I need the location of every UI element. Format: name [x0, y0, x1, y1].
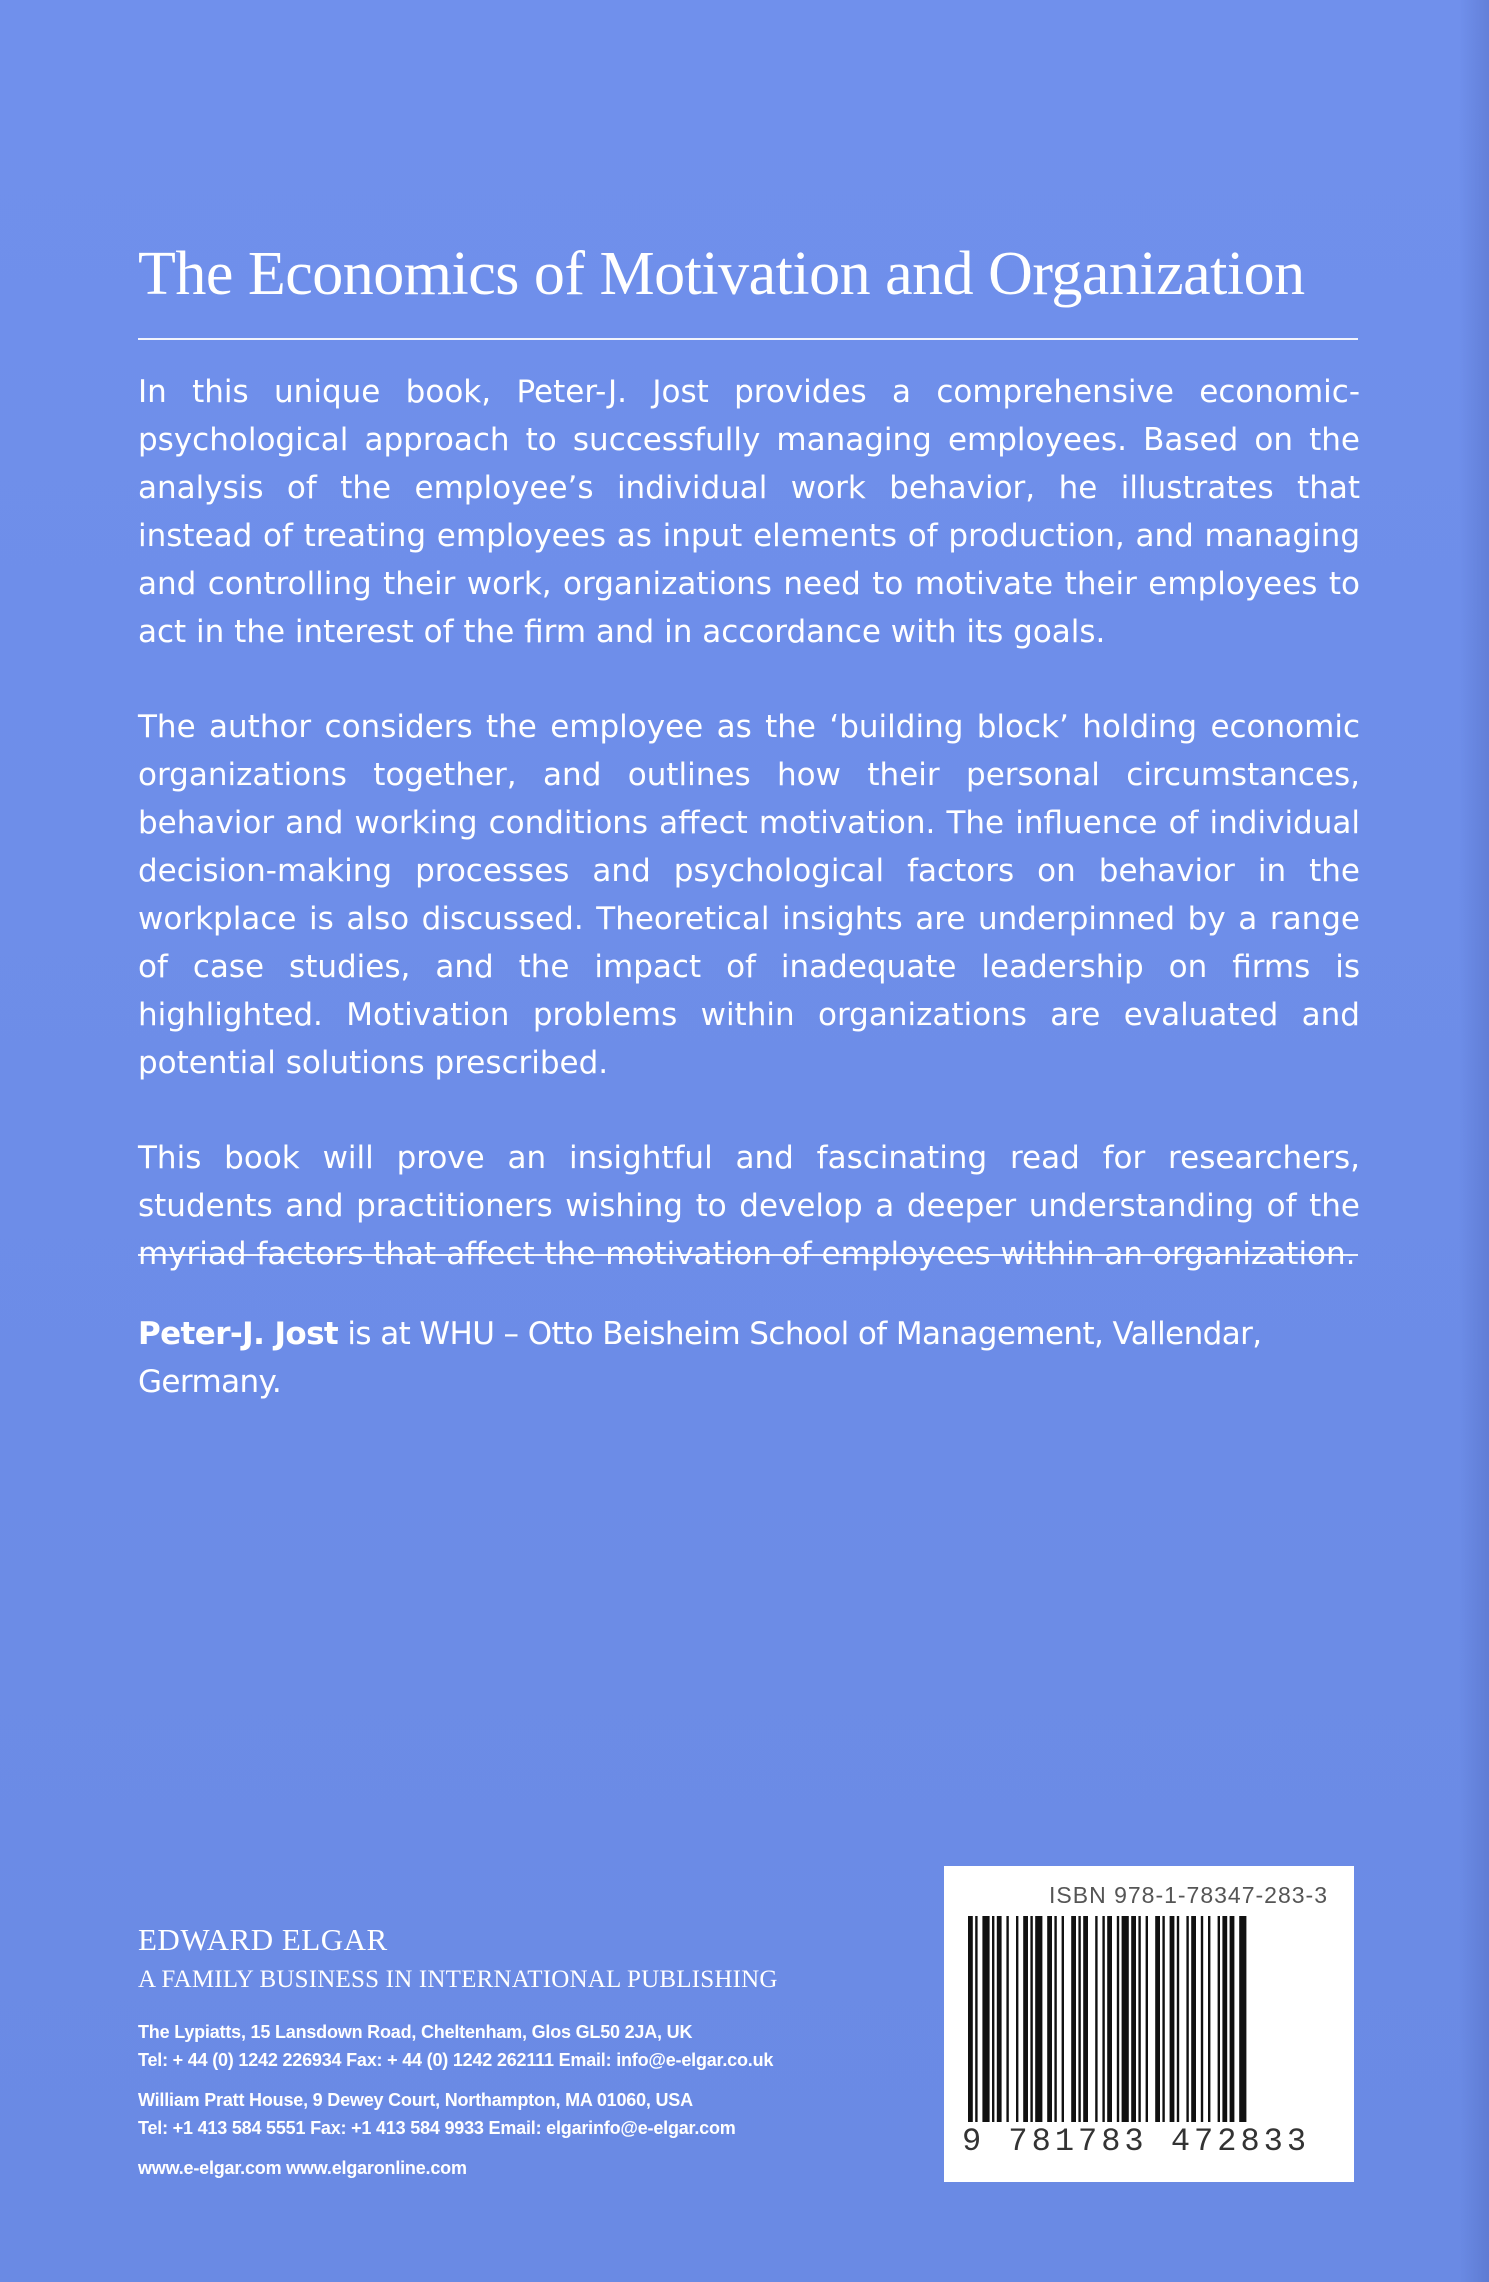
- description-paragraph: In this unique book, Peter-J. Jost provides a comprehensive economic-psychological approach to successfully managing employees. Based on the analysis of the employee’s individual work behavior, he illustrates that instead of treating employees as input elements of production, and managing and controlling their work, organizations need to motivate their employees to act in the interest of the firm and in accordance with its goals.: [138, 374, 1360, 650]
- author-affiliation: is at WHU – Otto Beisheim School of Management, Vallendar, Germany.: [138, 1316, 1262, 1400]
- barcode-panel: [944, 1866, 1354, 2182]
- publisher-block: [138, 1920, 938, 2182]
- author-bio: [138, 1310, 1378, 1406]
- barcode-image: [962, 1916, 1336, 2122]
- uk-address: The Lypiatts, 15 Lansdown Road, Cheltenham, Glos GL50 2JA, UK: [138, 2022, 693, 2042]
- publisher-websites: www.e-elgar.com www.elgaronline.com: [138, 2158, 467, 2178]
- us-address: William Pratt House, 9 Dewey Court, Northampton, MA 01060, USA: [138, 2090, 693, 2110]
- author-name: Peter-J. Jost: [138, 1316, 339, 1352]
- book-title: The Economics of Motivation and Organization: [138, 240, 1305, 308]
- uk-contact: Tel: + 44 (0) 1242 226934 Fax: + 44 (0) 1242 262111 Email: info@e-elgar.co.uk: [138, 2050, 774, 2070]
- description-paragraph: This book will prove an insightful and fascinating read for researchers, students and practitioners wishing to develop a deeper understanding of the myriad factors that affect the motivation of employees within an organization.: [138, 1140, 1360, 1272]
- title-divider: [138, 338, 1358, 340]
- publisher-name: EDWARD ELGAR: [138, 1922, 388, 1957]
- publisher-tagline: A FAMILY BUSINESS IN INTERNATIONAL PUBLISHING: [138, 1966, 778, 1993]
- author-divider: [138, 1254, 1358, 1256]
- barcode-number: 9 781783 472833: [962, 2123, 1311, 2160]
- isbn-label: ISBN 978-1-78347-283-3: [1049, 1882, 1328, 1908]
- book-description: [138, 368, 1360, 1325]
- us-contact: Tel: +1 413 584 5551 Fax: +1 413 584 9933 Email: elgarinfo@e-elgar.com: [138, 2118, 736, 2138]
- description-paragraph: The author considers the employee as the ‘building block’ holding economic organizations together, and outlines how their personal circumstances, behavior and working conditions affect motivation. The influence of individual decision-making processes and psychological factors on behavior in the workplace is also discussed. Theoretical insights are underpinned by a range of case studies, and the impact of inadequate leadership on firms is highlighted. Motivation problems within organizations are evaluated and potential solutions prescribed.: [138, 709, 1360, 1081]
- cover-edge-shadow: [1459, 0, 1489, 2282]
